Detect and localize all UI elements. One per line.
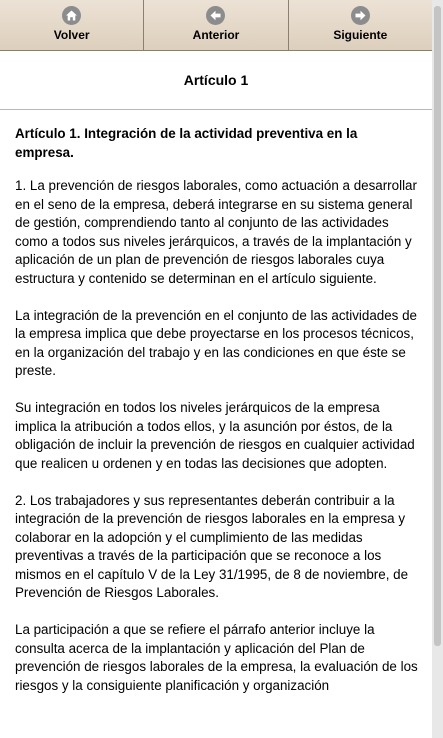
next-button[interactable] — [289, 0, 432, 50]
previous-button[interactable] — [144, 0, 288, 50]
title-bar — [0, 51, 432, 110]
article-paragraph-2: La integración de la prevención en el conjunto de las actividades de la empresa implica que debe proyectarse en los procesos técnicos, en la organización del trabajo y en las condiciones en que éste se preste. — [15, 307, 417, 378]
arrow-right-icon — [351, 6, 370, 25]
article-paragraph-1: 1. La prevención de riesgos laborales, como actuación a desarrollar en el seno de la empresa, deberá integrarse en su sistema general de gestión, comprendiendo tanto al conjunto de las actividades como a todos sus niveles jerárquicos, a través de la implantación y aplicación de un plan de prevención de riesgos laborales cuya estructura y contenido se determinan en el artículo siguiente. — [15, 178, 417, 286]
article-paragraph-5: La participación a que se refiere el párrafo anterior incluye la consulta acerca de la implantación y aplicación del Plan de prevención de riesgos laborales de la empresa, la evaluación de los riesgos y la consiguiente planificación y organización — [15, 622, 418, 693]
page-title: Artículo 1 — [183, 72, 249, 88]
article-paragraph-4: 2. Los trabajadores y sus representantes deberán contribuir a la integración de la prevención de riesgos laborales en la empresa y colaborar en la adopción y el cumplimiento de las medidas preventivas a través de la participación que se reconoce a los mismos en el capítulo V de la Ley 31/1995, de 8 de noviembre, de Prevención de Riesgos Laborales. — [15, 492, 409, 600]
article-heading: Artículo 1. Integración de la actividad preventiva en la empresa. — [15, 126, 358, 160]
navigation-bar — [0, 0, 432, 51]
scrollbar-thumb[interactable] — [434, 6, 441, 646]
article-content[interactable] — [0, 110, 432, 738]
article-paragraph-3: Su integración en todos los niveles jerárquicos de la empresa implica la atribución a todos ellos, y la asunción por éstos, de la obligación de incluir la prevención de riesgos en cualquier actividad que realicen u ordenen y en todas las decisiones que adopten. — [15, 400, 415, 471]
next-label: Siguiente — [333, 28, 388, 42]
back-button[interactable] — [0, 0, 144, 50]
scrollbar[interactable] — [432, 0, 443, 738]
back-label: Volver — [53, 28, 90, 42]
home-icon — [62, 6, 81, 25]
previous-label: Anterior — [192, 28, 240, 42]
arrow-left-icon — [206, 6, 225, 25]
